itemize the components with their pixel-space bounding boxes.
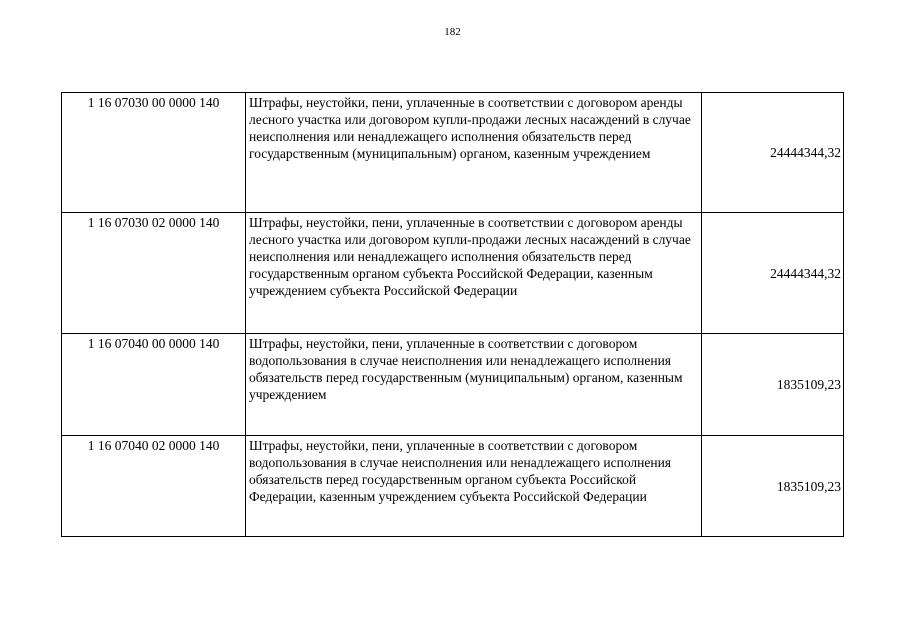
description-cell: Штрафы, неустойки, пени, уплаченные в соответствии с договором аренды лесного участка или договором купли-продажи лесных насаждений в случае неисполнения или ненадлежащего исполнения обязательств перед государственным органом субъекта Российской Федерации, казенным учреждением субъекта Российской Федерации: [246, 213, 702, 334]
amount-cell: 24444344,32: [702, 213, 844, 334]
amount-cell: 1835109,23: [702, 436, 844, 537]
description-cell: Штрафы, неустойки, пени, уплаченные в соответствии с договором водопользования в случае неисполнения или ненадлежащего исполнения обязательств перед государственным органом субъекта Российской Федерации, казенным учреждением субъекта Российской Федерации: [246, 436, 702, 537]
amount-cell: 24444344,32: [702, 93, 844, 213]
budget-code-cell: 1 16 07030 02 0000 140: [62, 213, 246, 334]
budget-code-cell: 1 16 07040 02 0000 140: [62, 436, 246, 537]
description-cell: Штрафы, неустойки, пени, уплаченные в соответствии с договором аренды лесного участка или договором купли-продажи лесных насаждений в случае неисполнения или ненадлежащего исполнения обязательств перед государственным (муниципальным) органом, казенным учреждением: [246, 93, 702, 213]
table-row: [62, 436, 844, 537]
revenue-table: [61, 92, 844, 537]
budget-code-cell: 1 16 07040 00 0000 140: [62, 334, 246, 436]
table-body: [62, 93, 844, 537]
amount-cell: 1835109,23: [702, 334, 844, 436]
page-number: 182: [444, 26, 461, 38]
table-row: [62, 334, 844, 436]
budget-code-cell: 1 16 07030 00 0000 140: [62, 93, 246, 213]
table-row: [62, 213, 844, 334]
table-row: [62, 93, 844, 213]
description-cell: Штрафы, неустойки, пени, уплаченные в соответствии с договором водопользования в случае неисполнения или ненадлежащего исполнения обязательств перед государственным (муниципальным) органом, казенным учреждением: [246, 334, 702, 436]
